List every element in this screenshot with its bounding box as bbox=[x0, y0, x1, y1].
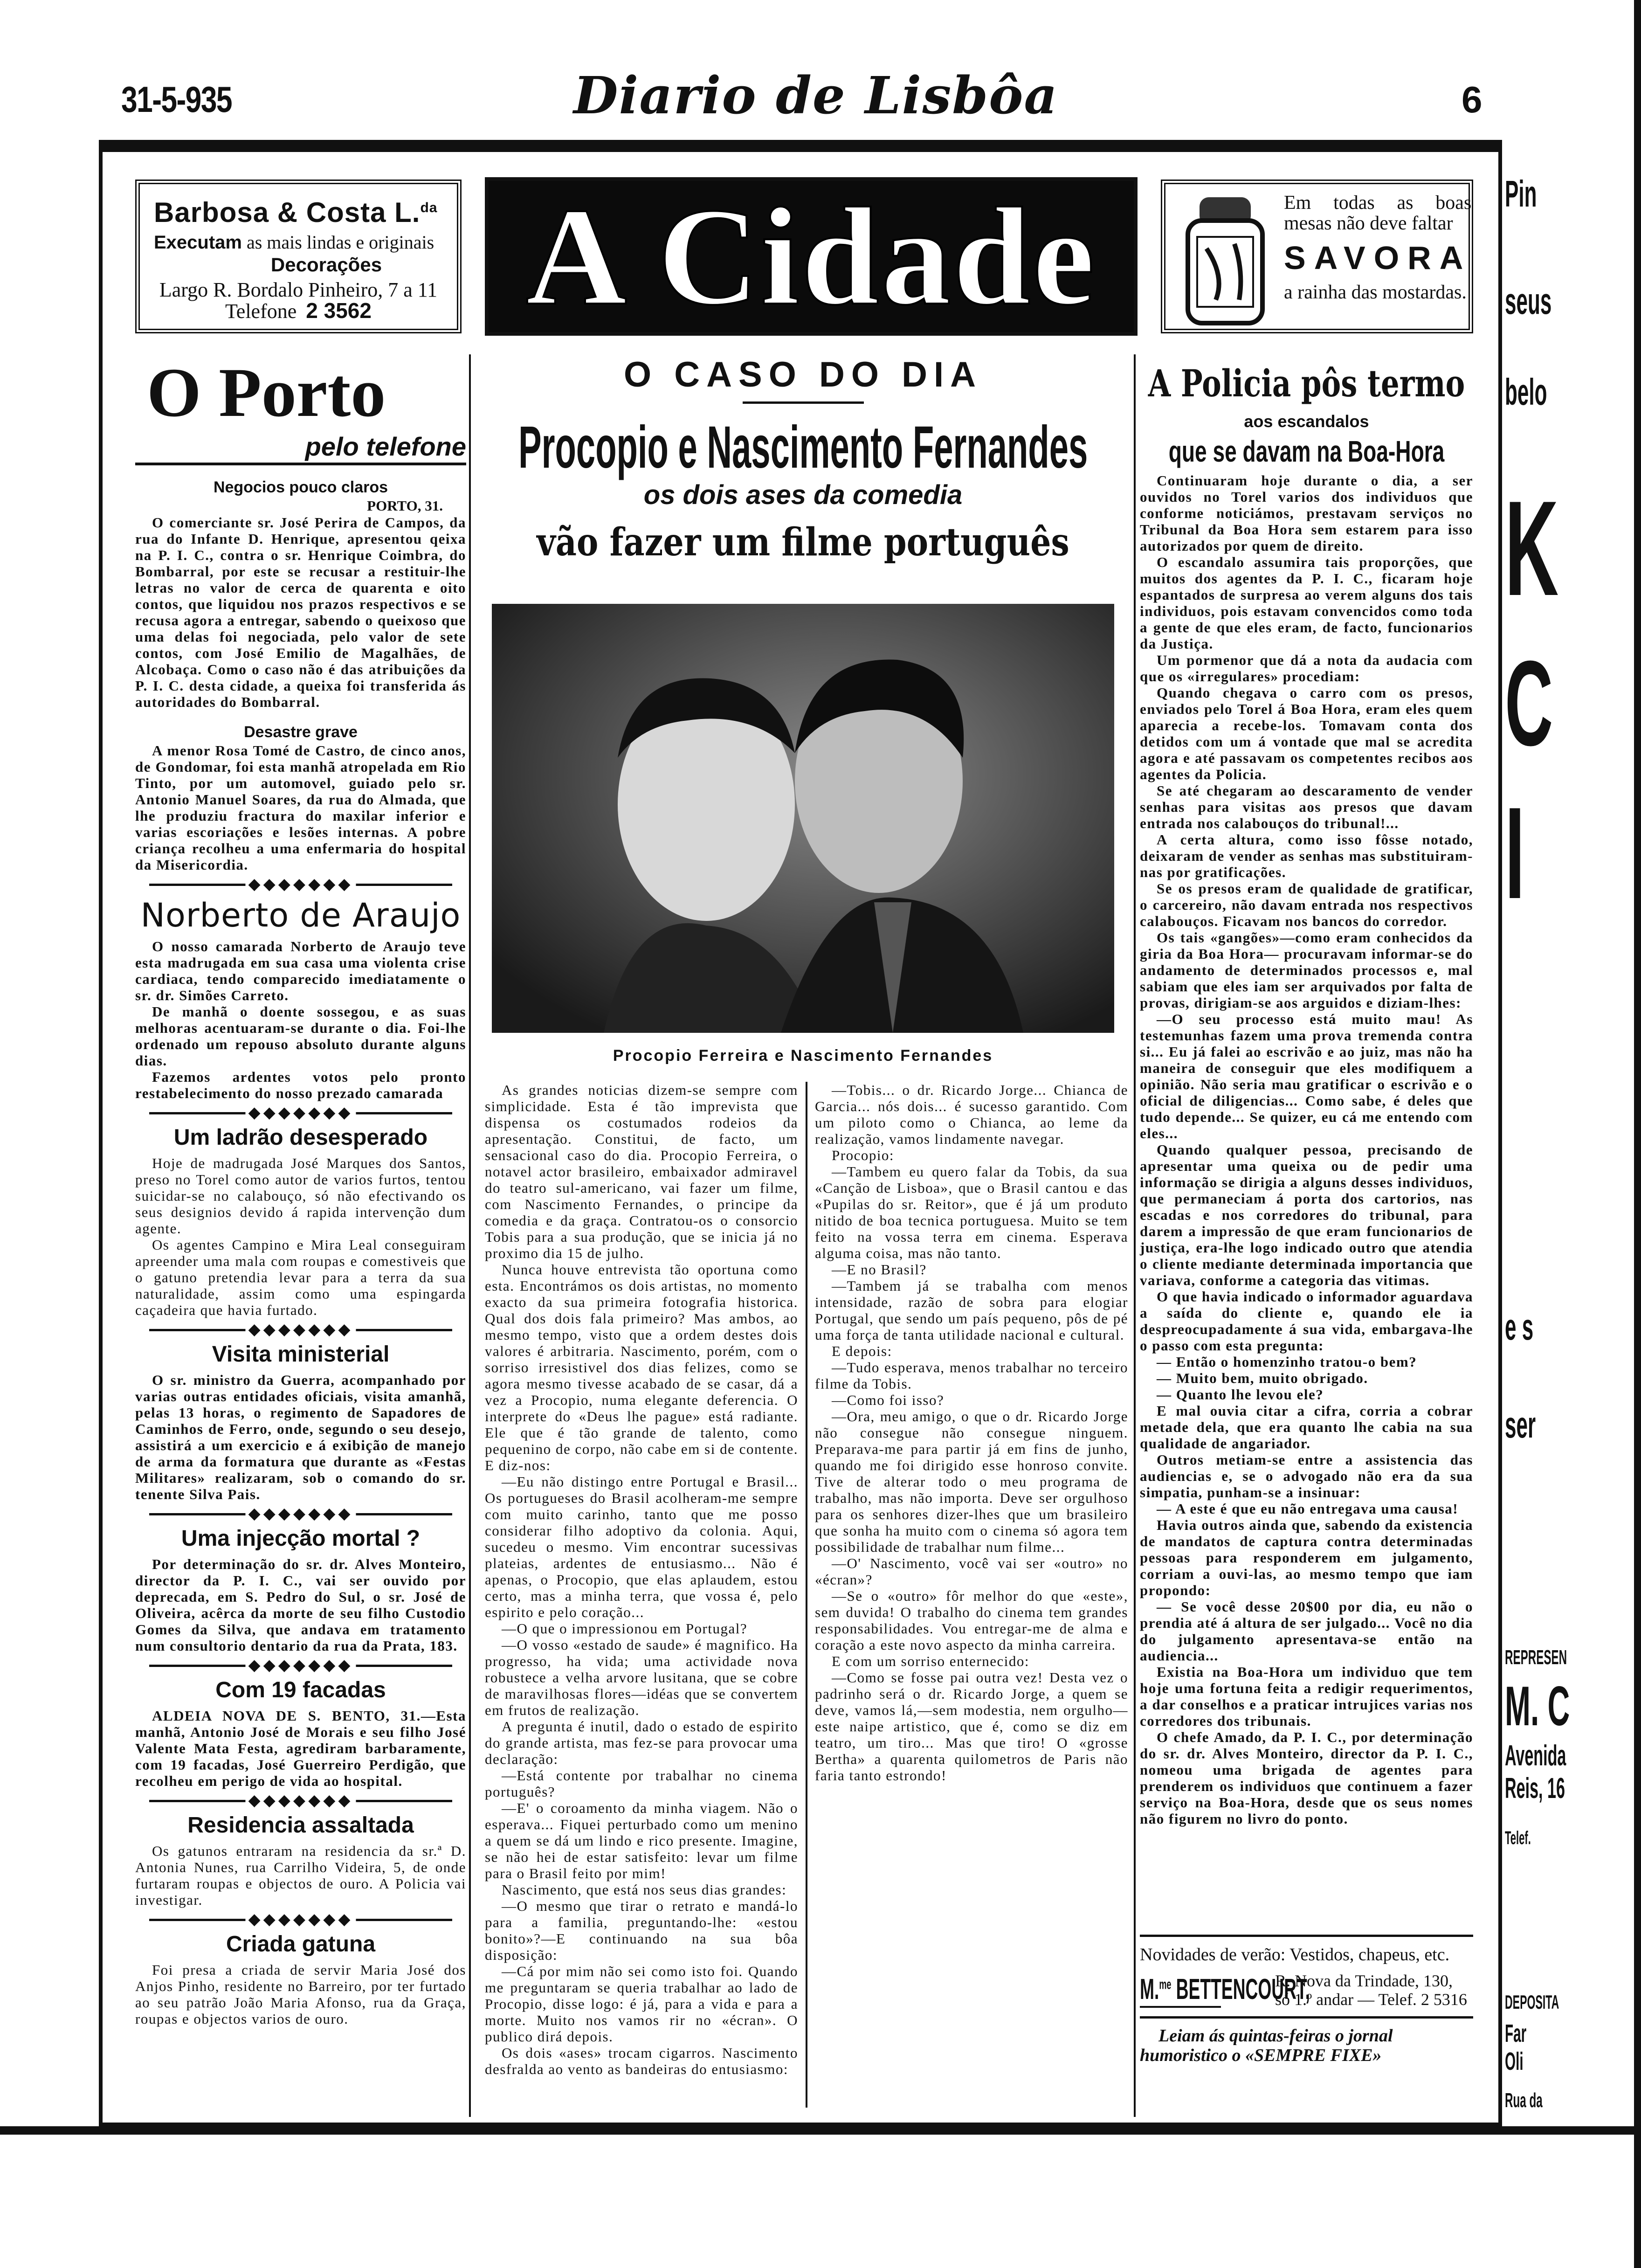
article-body bbox=[135, 938, 466, 1101]
paragraph: A certa altura, como isso fôsse notado, deixaram de vender as senhas mas substituiram-nas por gratificações. bbox=[1140, 831, 1473, 880]
paragraph: — Se você desse 20$00 por dia, eu não o prendia até á altura de ser julgado... Você no dia do julgamento apresentava-se então na audiencia... bbox=[1140, 1598, 1473, 1664]
deck: vão fazer um filme português bbox=[537, 520, 1069, 565]
ad-address: R. Nova da Trindade, 130, bbox=[1275, 1971, 1453, 1990]
paragraph: Procopio: bbox=[832, 1147, 895, 1163]
article-body bbox=[135, 1556, 466, 1654]
mustard-jar-icon bbox=[1174, 193, 1276, 328]
ad-name: M. bbox=[1140, 1973, 1159, 2005]
paragraph: Outros metiam-se entre a assistencia das audiencias e, se o advogado não era da sua simpatia, punham-se a insinuar: bbox=[1140, 1452, 1473, 1500]
headline: Procopio e Nascimento Fernandes bbox=[518, 414, 1088, 481]
paragraph: —Tambem já se trabalha com menos intensidade, razão de sobra para elogiar Portugal, que sendo um país pequeno, pôs de pé uma força de tanta utilidade nacional e cultural. bbox=[815, 1278, 1128, 1343]
paragraph: Continuaram hoje durante o dia, a ser ouvidos no Torel varios dos individuos que conforme noticiámos, prestavam serviços no Tribunal da Boa Hora sem estarem para isso autorizados por quem de direito. bbox=[1140, 472, 1473, 554]
paragraph: Os tais «gangões»—como eram conhecidos da giria da Boa Hora— procuravam informar-se do andamento de determinados processos e, mal sabiam que eles iam ser arquivados por falta de provas, dirigiam-se aos arguidos e diziam-lhes: bbox=[1140, 929, 1473, 1011]
paragraph: O nosso camarada Norberto de Araujo teve esta madrugada em sua casa uma violenta crise cardiaca, tendo comparecido imediatamente o sr. dr. Simões Carreto. bbox=[135, 938, 466, 1003]
headline-line: aos escandalos bbox=[1244, 412, 1369, 431]
kicker: O CASO DO DIA bbox=[624, 355, 982, 394]
issue-date: 31-5-935 bbox=[121, 79, 232, 120]
page-number: 6 bbox=[1462, 79, 1482, 120]
paragraph: O que havia indicado o informador aguardava a saída do cliente e, quando ele ia despreocupadamente á sua vida, embargava-lhe o passo com esta pregunta: bbox=[1140, 1288, 1473, 1354]
paragraph: Hoje de madrugada José Marques dos Santos, preso no Torel como autor de varios furtos, tentou suicidar-se no calabouço, só não efectivando os seus designios devido á rapida intervenção dum agente. bbox=[135, 1155, 466, 1237]
paragraph: Havia outros ainda que, sabendo da existencia de mandatos de captura contra determinadas pessoas para responderem em julgamento, corriam a ouvi-las, ao mesmo tempo que iam propondo: bbox=[1140, 1517, 1473, 1598]
paragraph: Um pormenor que dá a nota da audacia com que os «irregulares» procediam: bbox=[1140, 652, 1473, 685]
paragraph: —Ora, meu amigo, o que o dr. Ricardo Jorge não consegue não consegue ninguem. Preparava-me para partir já em fins de junho, quando me foi dirigido esse honroso convite. Tive de alterar todo o meu programa de trabalho, mas não importa. Deve ser orgulhoso para os senhores dizer-lhes que um brasileiro que sonha ha muito com o cinema só agora tem possibilidade de trabalhar num filme... bbox=[815, 1408, 1128, 1555]
page-edge bbox=[1634, 0, 1641, 2268]
strip-text: Avenida bbox=[1505, 1740, 1566, 1772]
paragraph: Os agentes Campino e Mira Leal conseguiram apreender uma mala com roupas e comestiveis que o gatuno pretendia levar para a terra da sua naturalidade, assim como uma espingarda caçadeira que havia furtado. bbox=[135, 1237, 466, 1318]
strip-text: K bbox=[1505, 473, 1559, 624]
paragraph: —O que o impressionou em Portugal? bbox=[502, 1620, 748, 1637]
ad-text: Novidades de verão: Vestidos, chapeus, etc. bbox=[1140, 1945, 1450, 1964]
article-body bbox=[135, 1708, 466, 1789]
paragraph: —E no Brasil? bbox=[832, 1261, 927, 1278]
paragraph: —Eu não distingo entre Portugal e Brasil... Os portugueses do Brasil acolheram-me sempre com muito carinho, tanto que me posso considerar filho adoptivo da colonia. Aqui, sucedeu o mesmo. Vim encontrar sucessivas plateias, ardentes de entusiasmo... Não é apenas, o Procopio, que elas aplaudem, estou certo, mas a minha terra, que vossa é, pelo espirito e pelo coração... bbox=[485, 1473, 798, 1620]
savora-ad bbox=[1161, 180, 1473, 333]
rule bbox=[1140, 2016, 1473, 2019]
strip-text: Telef. bbox=[1505, 1828, 1531, 1848]
ad-company-suffix: da bbox=[420, 200, 438, 215]
column-divider bbox=[469, 354, 471, 2117]
paragraph: A menor Rosa Tomé de Castro, de cinco anos, de Gondomar, foi esta manhã atropelada em Rio Tinto, por um automovel, guiado pelo sr. Antonio Manuel Soares, da rua do Almada, que lhe produziu fractura do maxilar inferior e varias escoriações e lesões internas. A pobre criança recolheu a uma enfermaria do hospital da Misericordia. bbox=[135, 742, 466, 873]
ornament-divider bbox=[149, 1658, 452, 1673]
ad-phone: 2 3562 bbox=[306, 298, 372, 323]
article-body bbox=[135, 742, 466, 873]
paragraph: Os dois «ases» trocam cigarros. Nascimento desfralda ao vento as bandeiras do entusiasmo: bbox=[485, 2045, 798, 2077]
paragraph: As grandes noticias dizem-se sempre com simplicidade. Esta é tão imprevista que dispensa os costumados rodeios da apresentação. Constitui, de facto, um sensacional caso do dia. Procopio Ferreira, o notavel actor brasileiro, embaixador admiravel do teatro sul-americano, vai fazer um filme, com Nascimento Fernandes, o principe da comedia e da graça. Contratou-os o consorcio Tobis para a sua produção, que se inicia já no proximo dia 15 de julho. bbox=[485, 1082, 798, 1261]
article-heading: Criada gatuna bbox=[226, 1932, 376, 1957]
paragraph: — Então o homenzinho tratou-o bem? bbox=[1157, 1354, 1417, 1370]
paragraph: Se até chegaram ao descaramento de vender senhas para visitas aos presos que davam entrada nos calabouços do tribunal!... bbox=[1140, 782, 1473, 831]
lead-story-header bbox=[476, 354, 1131, 565]
paragraph: —O vosso «estado de saude» é magnifico. Ha progresso, ha vida; uma actividade nova robustece a velha arvore lusitana, que se cobre de maravilhosas flores—idéas que se convertem em frutos de realização. bbox=[485, 1637, 798, 1718]
paragraph: A pregunta é inutil, dado o estado de espirito do grande artista, mas fez-se para provocar uma declaração: bbox=[485, 1718, 798, 1767]
strip-text: DEPOSITA bbox=[1505, 1991, 1559, 2013]
ad-name-rest: BETTENCOURT, bbox=[1171, 1973, 1310, 2005]
paragraph: —Tudo esperava, menos trabalhar no terceiro filme da Tobis. bbox=[815, 1359, 1128, 1392]
ornament-divider bbox=[149, 1322, 452, 1338]
strip-text: Pin bbox=[1505, 173, 1537, 214]
paragraph: Foi presa a criada de servir Maria José dos Anjos Pinho, residente no Barreiro, por ter furtado ao seu patrão João Maria Afonso, rua da Graça, roupas e objectos varios de ouro. bbox=[135, 1962, 466, 2027]
paragraph: —O mesmo que tirar o retrato e mandá-lo para a familia, preguntando-lhe: «estou bonito»?—E continuando na sua bôa disposição: bbox=[485, 1898, 798, 1963]
paragraph: O comerciante sr. José Perira de Campos, da rua do Infante D. Henrique, apresentou qeixa na P. I. C., contra o sr. Henrique Coimbra, do Bombarral, por este se recusar a restituir-lhe letras no valor de cerca de quarenta e oito contos, que liquidou nos prazos respectivos e se recusa agora a entregar, sabendo o queixoso que uma delas foi negociada, pelo valor de sete contos, com José Emilio de Magalhães, de Alcobaça. Como o caso não é das atribuições da P. I. C. desta cidade, a queixa foi transferida ás autoridades do Bombarral. bbox=[135, 514, 466, 710]
strip-text: seus bbox=[1505, 280, 1552, 322]
paragraph: Os gatunos entraram na residencia da sr.ª D. Antonia Nunes, rua Carrilho Videira, 5, de onde furtaram roupas e objectos de ouro. A Policia vai investigar. bbox=[135, 1843, 466, 1908]
barbosa-costa-ad bbox=[135, 180, 462, 333]
paragraph: O escandalo assumira tais proporções, que muitos dos agentes da P. I. C., ficaram hoje espantados de surpresa ao verem alguns dos tais individuos, pois estavam convencidos como toda a gente de que eles eram, de facto, funcionarios da Justiça. bbox=[1140, 554, 1473, 652]
paragraph: — Muito bem, muito obrigado. bbox=[1157, 1370, 1368, 1386]
paragraph: De manhã o doente sossegou, e as suas melhoras acentuaram-se durante o dia. Foi-lhe ordenado um repouso absoluto durante alguns dias. bbox=[135, 1003, 466, 1069]
paragraph: — Quanto lhe levou ele? bbox=[1157, 1386, 1324, 1403]
paragraph: Fazemos ardentes votos pelo pronto restabelecimento do nosso prezado camarada bbox=[135, 1069, 466, 1101]
paragraph: —Tambem eu quero falar da Tobis, da sua «Canção de Lisboa», que o Brasil cantou e das «Pupilas do sr. Reitor», que é já um produto nitido de boa tecnica portuguesa. Muito se tem feito na vossa terra em cinema. Esperava alguma coisa, mas não tanto. bbox=[815, 1163, 1128, 1261]
headline-line: que se davam na Boa-Hora bbox=[1168, 435, 1445, 468]
article-body bbox=[1140, 472, 1473, 1927]
ad-phone: só 1.º andar — Telef. 2 5316 bbox=[1275, 1990, 1467, 2009]
paragraph: —Como foi isso? bbox=[832, 1392, 945, 1408]
dateline: PORTO, 31. bbox=[367, 498, 443, 514]
paragraph: ALDEIA NOVA DE S. BENTO, 31.—Esta manhã, Antonio José de Morais e seu filho José Valente Mata Festa, agrediram barbaramente, com 19 facadas, José Guerreiro Perdigão, que recolheu em perigo de vida ao hospital. bbox=[135, 1708, 466, 1789]
section-banner bbox=[485, 177, 1138, 336]
photo-caption: Procopio Ferreira e Nascimento Fernandes bbox=[613, 1047, 993, 1065]
headline: A Policia pôs termo bbox=[1148, 361, 1465, 405]
strip-text: Rua da bbox=[1505, 2089, 1543, 2112]
paragraph: —Tobis... o dr. Ricardo Jorge... Chianca de Garcia... nós dois... é sucesso garantido. Com um piloto como o Chianca, ao leme da realização, vamos lindamente navegar. bbox=[815, 1082, 1128, 1147]
paragraph: —O seu processo está muito mau! As testemunhas fazem uma prova tremenda contra si... Eu já falei ao escrivão e ao juiz, mas não ha maneira de conseguir que eles modifiquem a opinião. Não seria mau gratificar o escrivão e o oficial de diligencias... Como sabe, é deles que tudo depende... Se quizer, eu cá me entendo com eles... bbox=[1140, 1011, 1473, 1141]
strip-text: REPRESEN bbox=[1505, 1646, 1567, 1669]
ornament-divider bbox=[149, 1105, 452, 1121]
paragraph: Existia na Boa-Hora um individuo que tem hoje uma fortuna feita a redigir requerimentos, a dar conselhos e a praticar intrujices varias nos corredores dos tribunais. bbox=[1140, 1664, 1473, 1729]
strip-text: Oli bbox=[1505, 2047, 1524, 2075]
article-heading: Visita ministerial bbox=[212, 1342, 390, 1367]
paragraph: — A este é que eu não entregava uma causa! bbox=[1157, 1500, 1459, 1517]
ornament-divider bbox=[149, 877, 452, 892]
article-heading: Norberto de Araujo bbox=[140, 896, 461, 934]
ornament-divider bbox=[149, 1793, 452, 1809]
paragraph: O sr. ministro da Guerra, acompanhado por varias outras entidades oficiais, visita amanhã, pelas 13 horas, o regimento de Sapadores de Caminhos de Ferro, onde, segundo o seu desejo, assistirá a um exercicio e á exibição de manejo de arma da formatura que durante as «Festas Militares» realizaram, sob o comando do sr. tenente Silva Pais. bbox=[135, 1372, 466, 1502]
lead-story-body bbox=[485, 1082, 1128, 2108]
adjacent-page-strip bbox=[1505, 154, 1570, 2126]
section-subheading: pelo telefone bbox=[135, 431, 466, 465]
paragraph: E depois: bbox=[832, 1343, 892, 1359]
ad-text-top: Em todas as boas mesas não deve faltar bbox=[1284, 192, 1472, 234]
article-body bbox=[135, 1843, 466, 1908]
paragraph: Nascimento, que está nos seus dias grandes: bbox=[502, 1881, 787, 1898]
paragraph: —Está contente por trabalhar no cinema português? bbox=[485, 1767, 798, 1800]
bottom-rule bbox=[0, 2126, 1641, 2135]
paragraph: Se os presos eram de qualidade de gratificar, o carcereiro, não davam entrada nos respectivos calabouços. Ficavam nos bancos do corredor. bbox=[1140, 880, 1473, 929]
paragraph: Quando qualquer pessoa, precisando de apresentar uma queixa ou de pedir uma informação se dirigia a alguns desses individuos, que permaneciam á porta dos cartorios, nas escadas e nos corredores do tribunal, para darem a impressão de que eram funcionarios de justiça, era-lhe logo indicado outro que atendia o cliente mediante determinada importancia que variava, conforme a categoria das vitimas. bbox=[1140, 1141, 1473, 1288]
paragraph: —E' o coroamento da minha viagem. Não o esperava... Fiquei perturbado como um menino a quem se dá um lindo e rico presente. Imagine, se não hei de estar satisfeito: levar um filme para o Brasil feito por mim! bbox=[485, 1800, 798, 1881]
article-body bbox=[135, 1372, 466, 1502]
article-body bbox=[135, 514, 466, 710]
bettencourt-ad bbox=[1140, 1971, 1473, 2009]
paragraph: Quando chegava o carro com os presos, enviados pelo Torel á Boa Hora, eram eles quem aparecia a recebe-los. Tomavam conta dos detidos com um á vontade que mal se acredita agora e até passavam os competentes recibos aos agentes da Policia. bbox=[1140, 685, 1473, 782]
strip-text: belo bbox=[1505, 371, 1547, 413]
photo-procopio-nascimento bbox=[492, 604, 1114, 1033]
article-body bbox=[135, 1155, 466, 1318]
article-heading: Residencia assaltada bbox=[187, 1813, 414, 1838]
paragraph: —Como se fosse pai outra vez! Desta vez o padrinho será o dr. Ricardo Jorge, a quem se deve, vamos lá,—sem modestia, nem orgulho—este naipe artistico, que é, como se diz em teatro, um tiro... Mas que tiro! O «grosse Bertha» a quarenta quilometros de Paris não faria tanto estrondo! bbox=[815, 1669, 1128, 1784]
ad-company-name: Barbosa & Costa L. bbox=[154, 197, 421, 228]
strip-text: M. C bbox=[1505, 1675, 1570, 1737]
paragraph: E mal ouvia citar a cifra, corria a cobrar metade dela, que era quanto lhe cabia na sua qualidade de angariador. bbox=[1140, 1403, 1473, 1452]
paragraph: E com um sorriso enternecido: bbox=[832, 1653, 1030, 1669]
deck: os dois ases da comedia bbox=[643, 480, 963, 510]
ornament-divider bbox=[149, 1912, 452, 1928]
ad-verb: Executam bbox=[154, 232, 242, 253]
paragraph: —O' Nascimento, você vai ser «outro» no «écran»? bbox=[815, 1555, 1128, 1588]
ad-name-sup: me bbox=[1159, 1976, 1172, 1992]
article-heading: Um ladrão desesperado bbox=[173, 1125, 428, 1150]
ad-phone-label: Telefone bbox=[225, 300, 297, 323]
ad-address: Largo R. Bordalo Pinheiro, 7 a 11 bbox=[159, 278, 438, 301]
article-heading: Uma injecção mortal ? bbox=[181, 1526, 421, 1551]
strip-text: C bbox=[1505, 636, 1553, 771]
strip-text: Far bbox=[1505, 2019, 1527, 2047]
paragraph: O chefe Amado, da P. I. C., por determinação do sr. dr. Alves Monteiro, director da P. I. C., nomeou uma brigada de agentes para prenderem os individuos que continuem a fazer serviço na Boa-Hora, desde que os seus nomes não figurem no livro do ponto. bbox=[1140, 1729, 1473, 1827]
column-divider bbox=[1134, 354, 1136, 2117]
strip-text: ser bbox=[1505, 1404, 1536, 1445]
section-title: A Cidade bbox=[526, 179, 1096, 334]
promo-text: Leiam ás quintas-feiras o jornal humoristico o «SEMPRE FIXE» bbox=[1140, 2026, 1393, 2065]
ad-item: Decorações bbox=[270, 254, 382, 276]
article-heading: Desastre grave bbox=[244, 723, 358, 741]
paragraph: Nunca houve entrevista tão oportuna como esta. Encontrámos os dois artistas, no momento exacto da sua primeira fotografia historica. Qual dos dois fala primeiro? Mas ambos, ao mesmo tempo, visto que a ordem destes dois valores é arbitraria. Nascimento, porém, com o sorriso irresistivel dos dias felizes, como se agora mesmo tivesse acabado de se casar, dá a vez a Procopio, numa elegante deferencia. O interprete do «Deus lhe pague» está radiante. Ele que é tão grande de talento, como pequenino de corpo, não cabe em si de contente. E diz-nos: bbox=[485, 1261, 798, 1473]
paragraph: —Cá por mim não sei como isto foi. Quando me preguntaram se queria trabalhar ao lado de Procopio, disse logo: é já, para a vida e para a morte. Muito nos vamos rir no «écran». O publico dirá depois. bbox=[485, 1963, 798, 2045]
ad-description: as mais lindas e originais bbox=[246, 232, 434, 253]
ornament-divider bbox=[149, 1506, 452, 1522]
ad-brand: SAVORA bbox=[1284, 240, 1472, 276]
right-column bbox=[1140, 361, 1473, 2065]
rule bbox=[743, 401, 864, 404]
rule bbox=[1140, 1935, 1473, 1937]
newspaper-title: Diario de Lisbôa bbox=[573, 65, 1058, 125]
strip-text: I bbox=[1505, 781, 1525, 926]
strip-text: Reis, 16 bbox=[1505, 1772, 1565, 1805]
paragraph: —Se o «outro» fôr melhor do que «este», sem duvida! O trabalho do cinema tem grandes responsabilidades. Vou entregar-me de alma e coração a este novo aspecto da minha carreira. bbox=[815, 1588, 1128, 1653]
article-heading: Negocios pouco claros bbox=[213, 478, 388, 496]
paragraph: Por determinação do sr. dr. Alves Monteiro, director da P. I. C., vai ser ouvido por deprecada, em S. Pedro do Sul, o sr. José de Oliveira, acêrca da morte de seu filho Custodio Gomes da Silva, que andava em tratamento num consultorio dentario da rua da Prata, 183. bbox=[135, 1556, 466, 1654]
article-body bbox=[135, 1962, 466, 2027]
strip-text: e s bbox=[1505, 1306, 1534, 1348]
ad-text-bottom: a rainha das mostardas. bbox=[1284, 282, 1467, 303]
left-column bbox=[135, 354, 466, 2117]
article-heading: Com 19 facadas bbox=[215, 1678, 386, 1702]
section-heading: O Porto bbox=[147, 354, 386, 431]
